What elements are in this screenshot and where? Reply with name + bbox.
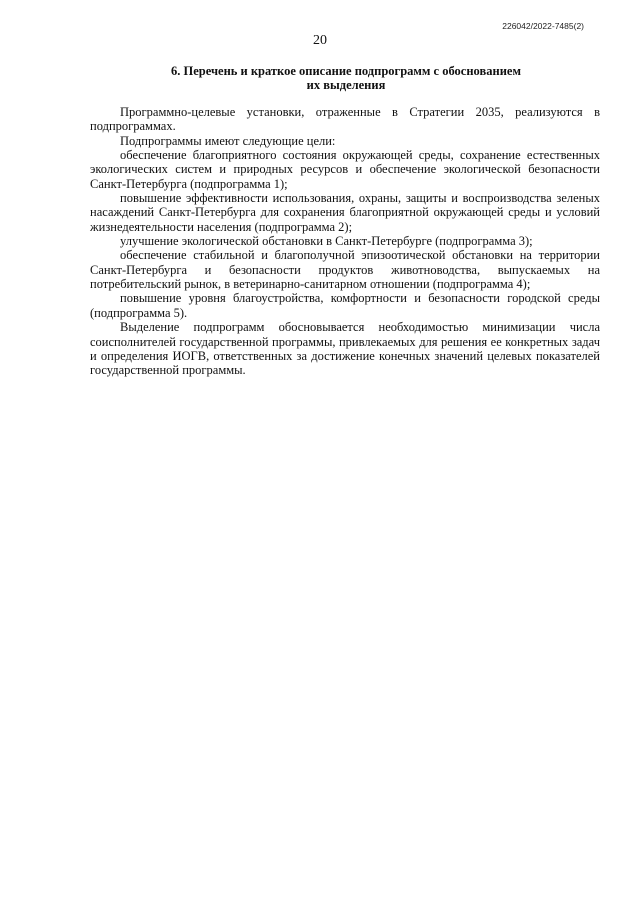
paragraph-justification: Выделение подпрограмм обосновывается необходимостью минимизации числа соисполнителей государственной программы, привлекаемых для решения ее конкретных задач и определения ИОГВ, ответственных за достижение конечных значений целевых показателей государственной программы. [90,320,600,378]
paragraph-goal-subprogram-2: повышение эффективности использования, охраны, защиты и воспроизводства зеленых насаждений Санкт-Петербурга для сохранения благоприятной окружающей среды и условий жизнедеятельности населения (подпрограмма 2); [90,191,600,234]
page-number: 20 [313,33,327,48]
paragraph-goals-lead: Подпрограммы имеют следующие цели: [120,133,336,148]
paragraph-goal-subprogram-1: обеспечение благоприятного состояния окружающей среды, сохранение естественных экологических систем и природных ресурсов и обеспечение экологической безопасности Санкт-Петербурга (подпрограмма 1); [90,148,600,191]
paragraph-goal-subprogram-5: повышение уровня благоустройства, комфортности и безопасности городской среды (подпрограмма 5). [90,291,600,320]
paragraph-intro: Программно-целевые установки, отраженные в Стратегии 2035, реализуются в подпрограммах. [90,105,600,134]
section-heading-line-1: 6. Перечень и краткое описание подпрограмм с обоснованием [171,64,521,78]
document-registration-code: 226042/2022-7485(2) [502,21,584,31]
section-heading-line-2: их выделения [306,78,386,92]
paragraph-goal-subprogram-4: обеспечение стабильной и благополучной эпизоотической обстановки на территории Санкт-Петербурга и безопасности продуктов животноводства, выпускаемых на потребительский рынок, в ветеринарно-санитарном отношении (подпрограмма 4); [90,248,600,292]
document-body [90,105,600,378]
section-heading [160,64,532,92]
paragraph-goal-subprogram-3: улучшение экологической обстановки в Санкт-Петербурге (подпрограмма 3); [120,234,533,249]
